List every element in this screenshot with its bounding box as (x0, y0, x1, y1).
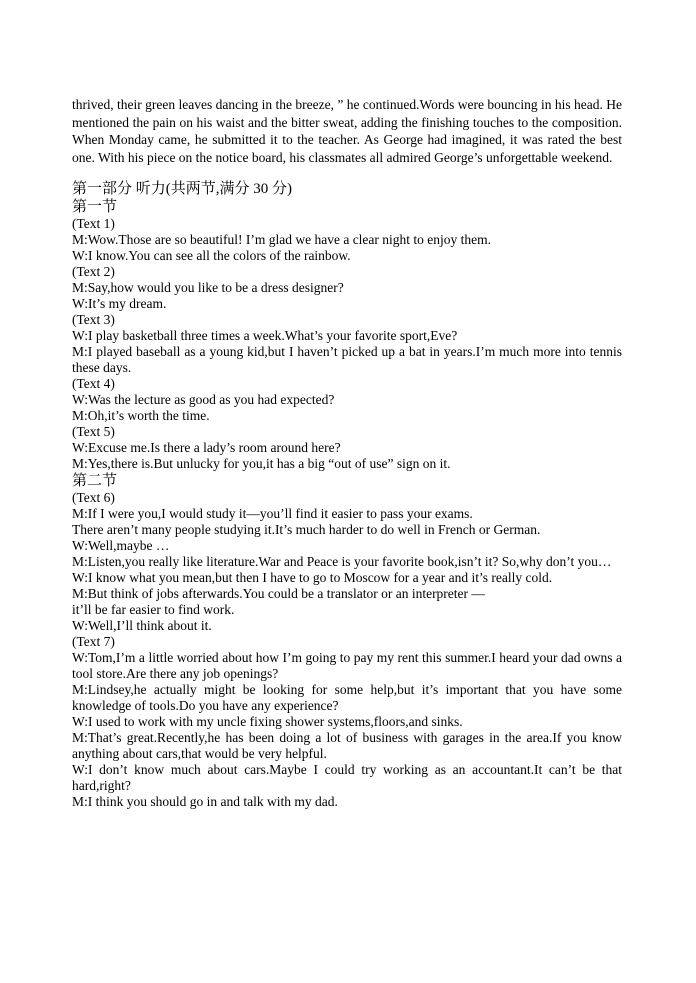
section2-transcript (72, 490, 622, 810)
transcript-line: W:I play basketball three times a week.What’s your favorite sport,Eve? (72, 328, 458, 343)
transcript-line: M:I played baseball as a young kid,but I haven’t picked up a bat in years.I’m much more into tennis these days. (72, 344, 622, 375)
transcript-line: M:I think you should go in and talk with my dad. (72, 794, 338, 809)
transcript-line: (Text 5) (72, 424, 115, 439)
transcript-line: M:Wow.Those are so beautiful! I’m glad we have a clear night to enjoy them. (72, 232, 492, 247)
section2-heading: 第二节 (72, 473, 118, 489)
document-page (72, 96, 622, 810)
transcript-line: M:But think of jobs afterwards.You could be a translator or an interpreter — (72, 586, 485, 601)
transcript-line: M:Lindsey,he actually might be looking for some help,but it’s important that you have some knowledge of tools.Do you have any experience? (72, 682, 622, 713)
transcript-line: M:If I were you,I would study it—you’ll find it easier to pass your exams. (72, 506, 473, 521)
transcript-line: (Text 1) (72, 216, 115, 231)
transcript-line: (Text 3) (72, 312, 115, 327)
transcript-line: W:I know.You can see all the colors of the rainbow. (72, 248, 351, 263)
transcript-line: There aren’t many people studying it.It’s much harder to do well in French or German. (72, 522, 541, 537)
transcript-line: W:Tom,I’m a little worried about how I’m going to pay my rent this summer.I heard your dad owns a tool store.Are there any job openings? (72, 650, 622, 681)
transcript-line: (Text 4) (72, 376, 115, 391)
transcript-line: W:Well,I’ll think about it. (72, 618, 212, 633)
intro-paragraph: thrived, their green leaves dancing in the breeze, ” he continued.Words were bouncing in his head. He mentioned the pain on his waist and the bitter sweat, adding the finishing touches to the composition. When Monday came, he submitted it to the teacher. As George had imagined, it was rated the best one. With his piece on the notice board, his classmates all admired George’s unforgettable weekend. (72, 97, 622, 165)
transcript-line: (Text 2) (72, 264, 115, 279)
section1-transcript (72, 216, 622, 472)
transcript-line: M:Yes,there is.But unlucky for you,it has a big “out of use” sign on it. (72, 456, 451, 471)
transcript-line: M:Say,how would you like to be a dress designer? (72, 280, 344, 295)
transcript-line: it’ll be far easier to find work. (72, 602, 235, 617)
transcript-line: W:Excuse me.Is there a lady’s room around here? (72, 440, 341, 455)
transcript-line: (Text 7) (72, 634, 115, 649)
transcript-line: M:That’s great.Recently,he has been doing a lot of business with garages in the area.If you know anything about cars,that would be very helpful. (72, 730, 622, 761)
section1-heading: 第一节 (72, 199, 118, 215)
transcript-line: (Text 6) (72, 490, 115, 505)
transcript-line: W:I used to work with my uncle fixing shower systems,floors,and sinks. (72, 714, 463, 729)
transcript-line: M:Oh,it’s worth the time. (72, 408, 210, 423)
transcript-line: W:Was the lecture as good as you had expected? (72, 392, 335, 407)
transcript-line: W:Well,maybe … (72, 538, 170, 553)
transcript-line: M:Listen,you really like literature.War and Peace is your favorite book,isn’t it? So,why don’t you… (72, 554, 612, 569)
transcript-line: W:I don’t know much about cars.Maybe I could try working as an accountant.It can’t be that hard,right? (72, 762, 622, 793)
transcript-line: W:I know what you mean,but then I have to go to Moscow for a year and it’s really cold. (72, 570, 553, 585)
part-heading: 第一部分 听力(共两节,满分 30 分) (72, 181, 292, 197)
transcript-line: W:It’s my dream. (72, 296, 167, 311)
